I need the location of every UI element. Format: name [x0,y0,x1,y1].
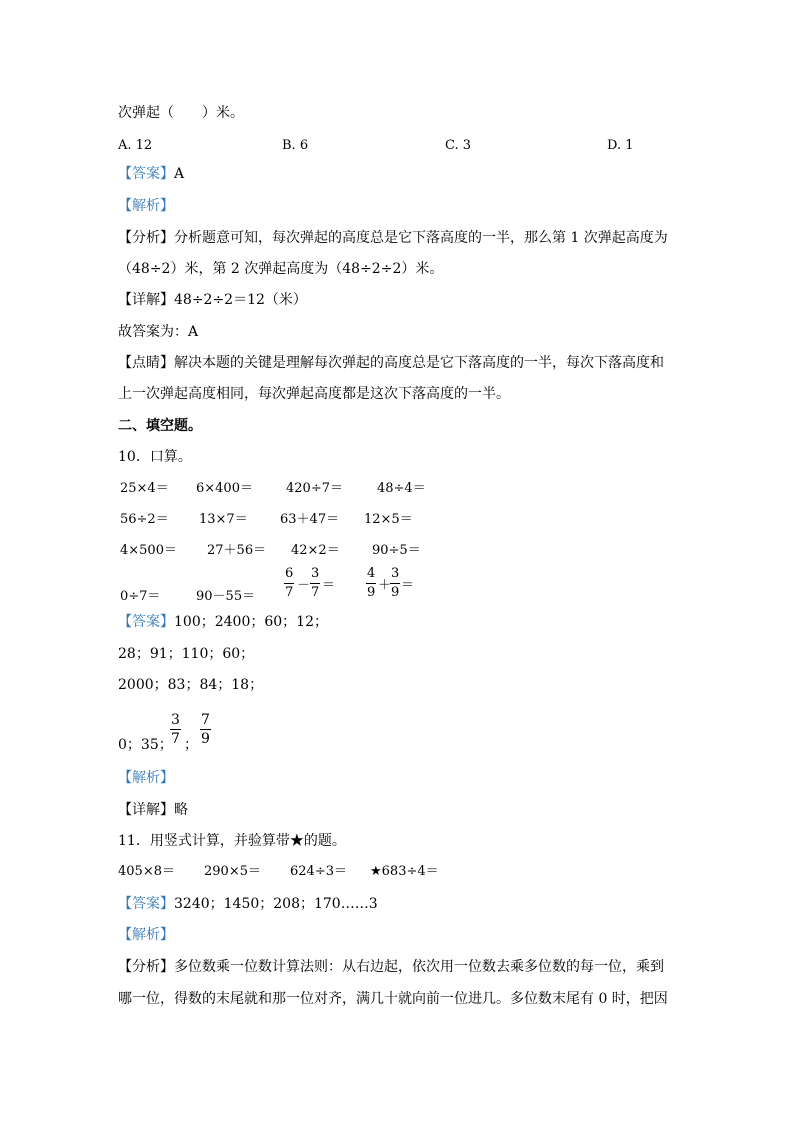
calc-item: 90÷5＝ [372,543,421,558]
fraction-denominator: 7 [311,585,320,600]
fraction [310,566,320,601]
q11-analysis-tag: 【解析】 [118,927,174,943]
detail-tag: 【详解】 [118,802,174,818]
q10-answer-line1 [118,612,328,632]
fraction-bar [390,583,400,584]
detail-tag: 【详解】 [118,292,174,308]
fenxi-tag: 【分析】 [118,959,174,975]
detail-text: 48÷2÷2＝12（米） [174,292,307,308]
calc-item: 13×7＝ [199,512,248,527]
fraction [366,566,376,601]
q9-dianjing-line1 [118,353,664,373]
operator: － [297,578,311,593]
q10-answer-line3: 2000；83；84；18； [118,677,264,693]
q9-fenxi-line1 [118,228,668,248]
separator: ； [184,737,198,753]
fraction [284,566,294,601]
option-c: C. 3 [445,138,472,153]
fraction-bar [366,583,376,584]
q10-answer-line4-prefix: 0；35； [118,737,173,753]
q11-title: 11．用竖式计算，并验算带★的题。 [118,833,346,849]
calc-item: 405×8＝ [118,864,175,879]
calc-item: 27＋56＝ [207,543,267,558]
fraction-bar [284,583,294,584]
q9-detail [118,290,307,310]
fraction-bar [170,729,181,730]
option-b: B. 6 [282,138,309,153]
calc-item: 25×4＝ [120,481,169,496]
dianjing-tag: 【点睛】 [118,355,174,371]
fraction-denominator: 7 [171,731,180,747]
calc-item: 0÷7＝ [120,589,161,604]
option-d: D. 1 [607,138,634,153]
fraction-numerator: 4 [367,566,376,581]
answer-value: 3240；1450；208；170……3 [174,896,378,912]
calc-item: 420÷7＝ [286,481,343,496]
fenxi-text: 多位数乘一位数计算法则：从右边起，依次用一位数去乘多位数的每一位，乘到 [174,959,664,975]
question-continuation: 次弹起（ ）米。 [118,105,244,121]
q11-answer [118,894,378,914]
answer-value: 100；2400；60；12； [174,614,328,630]
calc-item: 624÷3＝ [290,864,347,879]
fraction-numerator: 3 [311,566,320,581]
fraction-bar [200,729,211,730]
q10-title: 10．口算。 [118,449,192,465]
fraction-numerator: 3 [171,712,180,728]
section-heading: 二、填空题。 [118,418,202,434]
q9-dianjing-line2: 上一次弹起高度相同，每次弹起高度都是这次下落高度的一半。 [118,386,510,402]
q10-detail [118,800,188,820]
calc-item: 12×5＝ [364,512,413,527]
detail-text: 略 [174,802,188,818]
fraction-numerator: 3 [391,566,400,581]
calc-item: ★683÷4＝ [370,864,439,879]
calc-item: 6×400＝ [196,481,253,496]
calc-item: 48÷4＝ [377,481,426,496]
q10-answer-line2: 28；91；110；60； [118,646,255,662]
q11-fenxi-line1 [118,957,664,977]
fraction [390,566,400,601]
calc-item: 56÷2＝ [120,512,169,527]
calc-item: 290×5＝ [204,864,261,879]
dianjing-text: 解决本题的关键是理解每次弹起的高度总是它下落高度的一半，每次下落高度和 [174,355,664,371]
fraction-bar [310,583,320,584]
q9-fenxi-line2: （48÷2）米，第 2 次弹起高度为（48÷2÷2）米。 [118,261,444,277]
calc-item: 90－55＝ [196,589,256,604]
q11-fenxi-line2: 哪一位，得数的末尾就和那一位对齐，满几十就向前一位进几。多位数末尾有 0 时，把因 [118,991,668,1007]
answer-fraction [170,712,181,747]
answer-tag: 【答案】 [118,896,174,912]
answer-value: A [174,166,185,182]
answer-tag: 【答案】 [118,166,174,182]
calc-item: 63＋47＝ [280,512,340,527]
calc-item: 4×500＝ [120,543,177,558]
equals-sign: ＝ [322,578,336,593]
calc-item: 42×2＝ [291,543,340,558]
option-a: A. 12 [118,138,153,153]
fenxi-text: 分析题意可知，每次弹起的高度总是它下落高度的一半，那么第 1 次弹起高度为 [174,230,668,246]
fraction-numerator: 6 [285,566,294,581]
fraction-denominator: 9 [391,585,400,600]
operator: ＋ [378,578,392,593]
fraction-numerator: 7 [201,712,210,728]
q9-analysis-tag: 【解析】 [118,198,174,214]
q10-analysis-tag: 【解析】 [118,770,174,786]
answer-fraction [200,712,211,747]
fraction-denominator: 9 [367,585,376,600]
q9-answer [118,164,184,184]
answer-tag: 【答案】 [118,614,174,630]
fenxi-tag: 【分析】 [118,230,174,246]
fraction-denominator: 7 [285,585,294,600]
equals-sign: ＝ [401,578,415,593]
fraction-denominator: 9 [201,731,210,747]
q9-conclusion: 故答案为：A [118,324,199,340]
